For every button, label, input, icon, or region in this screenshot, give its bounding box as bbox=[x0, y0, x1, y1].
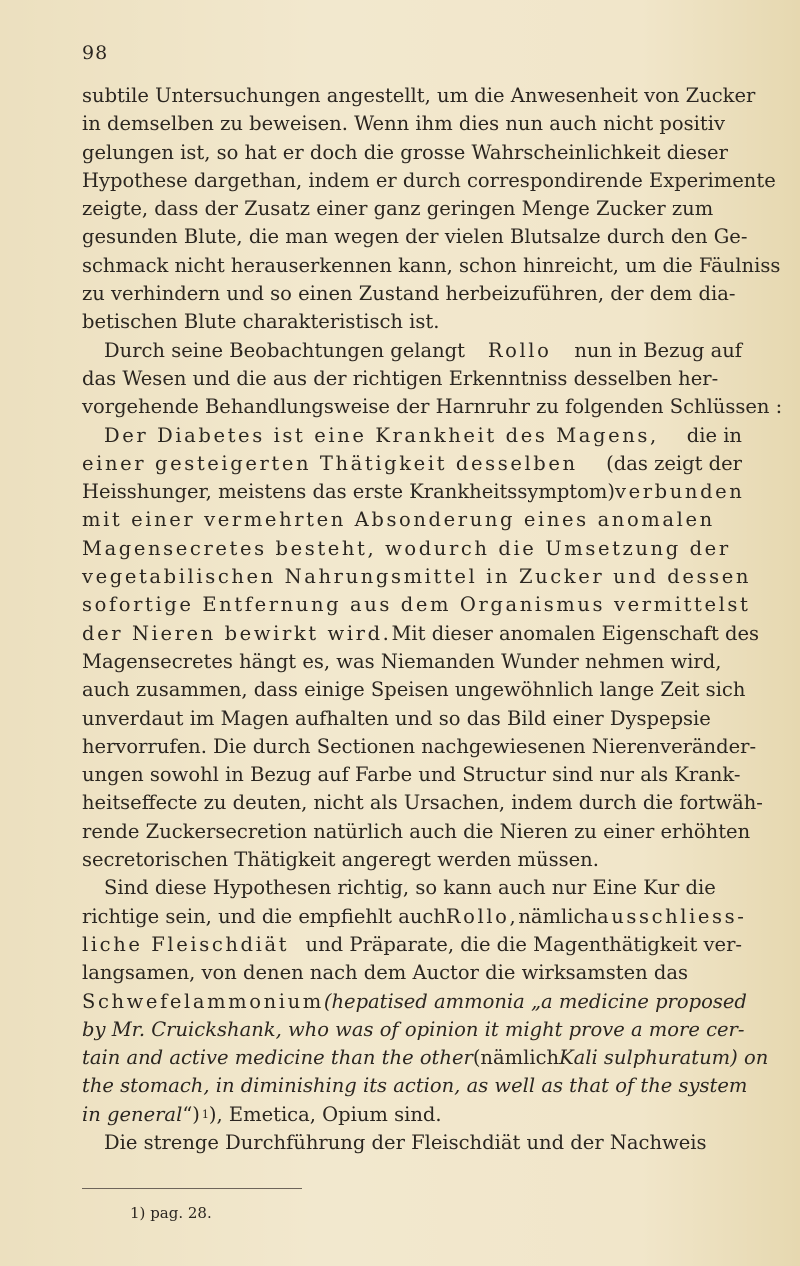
text-line: Schwefelammonium (hepatised ammonia „a medicine proposed bbox=[82, 989, 747, 1013]
text-line: einer gesteigerten Thätigkeit desselben (das zeigt der bbox=[82, 451, 742, 475]
text-line: the stomach, in diminishing its action, as well as that of the system bbox=[82, 1074, 748, 1098]
text-line: ungen sowohl in Bezug auf Farbe und Structur sind nur als Krank- bbox=[82, 763, 741, 787]
text-line: vorgehende Behandlungsweise der Harnruhr zu folgenden Schlüssen : bbox=[82, 395, 783, 419]
text-line: in general “) 1 ), Emetica, Opium sind. bbox=[82, 1101, 742, 1129]
text-line: zeigte, dass der Zusatz einer ganz geringen Menge Zucker zum bbox=[82, 197, 714, 221]
text-line: gesunden Blute, die man wegen der vielen Blutsalze durch den Ge- bbox=[82, 225, 748, 249]
text-line: Magensecretes besteht, wodurch die Umsetzung der bbox=[82, 536, 731, 560]
author-name: Rollo bbox=[487, 338, 552, 362]
text-line: Durch seine Beobachtungen gelangt Rollo nun in Bezug auf bbox=[82, 337, 742, 365]
text-line: hervorrufen. Die durch Sectionen nachgewiesenen Nierenveränder- bbox=[82, 734, 757, 758]
text-line: betischen Blute charakteristisch ist. bbox=[82, 310, 440, 334]
footnote-marker: 1) bbox=[130, 1204, 146, 1222]
page-number: 98 bbox=[82, 42, 109, 64]
text-line: vegetabilischen Nahrungsmittel in Zucker und dessen bbox=[82, 565, 752, 589]
text-line: Heisshunger, meistens das erste Krankheitssymptom) verbunden bbox=[82, 480, 745, 504]
text-line: mit einer vermehrten Absonderung eines anomalen bbox=[82, 508, 715, 532]
text-line: Die strenge Durchführung der Fleischdiät und der Nachweis bbox=[104, 1130, 707, 1154]
text-line: liche Fleischdiät und Präparate, die die Magenthätigkeit ver- bbox=[82, 932, 742, 956]
text-line: sofortige Entfernung aus dem Organismus vermittelst bbox=[82, 593, 751, 617]
text-line: rende Zuckersecretion natürlich auch die Nieren zu einer erhöhten bbox=[82, 819, 751, 843]
text-line: tain and active medicine than the other (nämlich Kali sulphuratum ) on bbox=[82, 1046, 769, 1070]
text-line: langsamen, von denen nach dem Auctor die wirksamsten das bbox=[82, 961, 689, 985]
text-line: gelungen ist, so hat er doch die grosse Wahrscheinlichkeit dieser bbox=[82, 140, 728, 164]
footnote-divider bbox=[82, 1188, 302, 1189]
text-line: Hypothese dargethan, indem er durch correspondirende Experimente bbox=[82, 168, 776, 192]
text-line: by Mr. Cruickshank, who was of opinion it might prove a more cer- bbox=[82, 1017, 745, 1041]
text-line: auch zusammen, dass einige Speisen ungewöhnlich lange Zeit sich bbox=[82, 678, 746, 702]
text-line: richtige sein, und die empfiehlt auch Rollo, nämlich ausschliess- bbox=[82, 904, 747, 928]
text-line: secretorischen Thätigkeit angeregt werden müssen. bbox=[82, 848, 599, 872]
text-line: der Nieren bewirkt wird. Mit dieser anomalen Eigenschaft des bbox=[82, 621, 760, 645]
footnote-reference: 1 bbox=[201, 1107, 209, 1121]
text-line: unverdaut im Magen aufhalten und so das Bild einer Dyspepsie bbox=[82, 706, 711, 730]
footnote bbox=[130, 1204, 212, 1222]
text-line: das Wesen und die aus der richtigen Erkenntniss desselben her- bbox=[82, 366, 719, 390]
text-line: Sind diese Hypothesen richtig, so kann auch nur Eine Kur die bbox=[104, 876, 716, 900]
footnote-text: pag. 28. bbox=[150, 1204, 212, 1222]
text-line: Magensecretes hängt es, was Niemanden Wunder nehmen wird, bbox=[82, 649, 722, 673]
text-line: in demselben zu beweisen. Wenn ihm dies nun auch nicht positiv bbox=[82, 112, 725, 136]
text-line: schmack nicht herauserkennen kann, schon hinreicht, um die Fäulniss bbox=[82, 253, 781, 277]
text-line: Der Diabetes ist eine Krankheit des Magens, die in bbox=[104, 423, 742, 447]
text-line: heitseffecte zu deuten, nicht als Ursachen, indem durch die fortwäh- bbox=[82, 791, 763, 815]
body-text bbox=[82, 82, 783, 1157]
text-line: zu verhindern und so einen Zustand herbeizuführen, der dem dia- bbox=[82, 282, 736, 306]
text-line: subtile Untersuchungen angestellt, um die Anwesenheit von Zucker bbox=[82, 84, 756, 107]
